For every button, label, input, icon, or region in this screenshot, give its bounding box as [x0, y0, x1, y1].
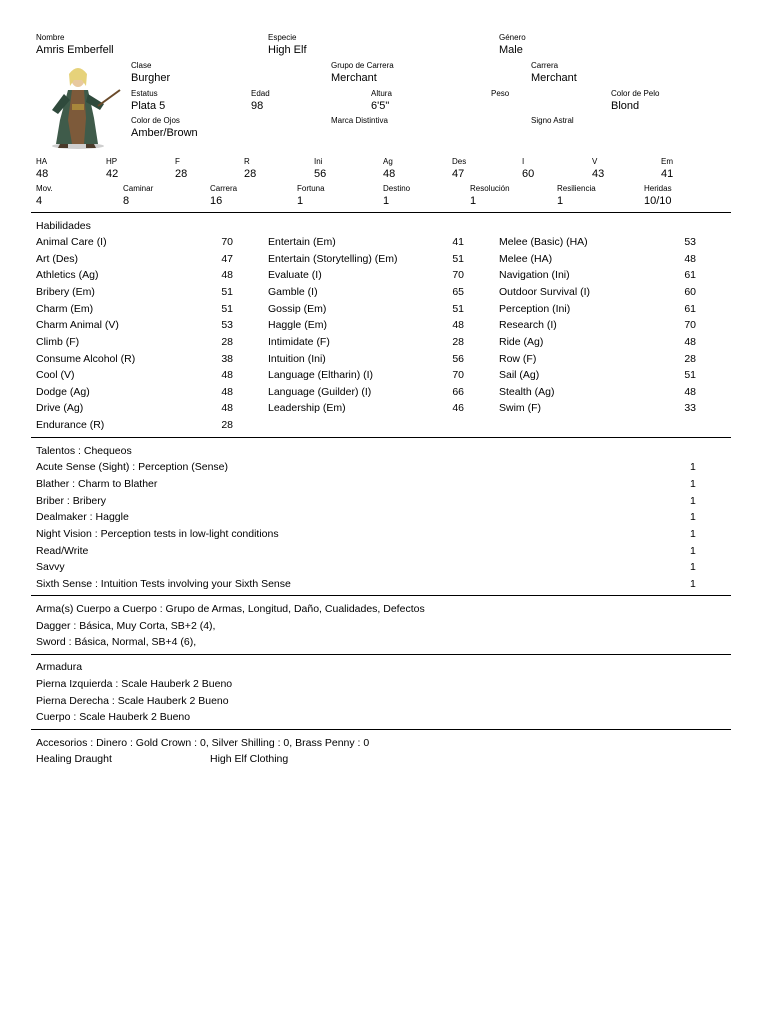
skill-name: Gossip (Em)	[268, 303, 327, 315]
career-label: Carrera	[531, 61, 559, 70]
skill-name: Animal Care (I)	[36, 236, 107, 248]
skill-name: Evaluate (I)	[268, 269, 322, 281]
talent-value: 1	[690, 461, 696, 473]
weapon-item: Dagger : Básica, Muy Corta, SB+2 (4),	[36, 620, 216, 632]
skill-value: 47	[221, 253, 233, 265]
talent-name: Briber : Bribery	[36, 495, 107, 507]
talent-name: Acute Sense (Sight) : Perception (Sense)	[36, 461, 229, 473]
char-label: R	[244, 157, 250, 166]
accessories-title: Accesorios : Dinero : Gold Crown : 0, Silver Shilling : 0, Brass Penny : 0	[36, 737, 370, 749]
stat-label: Caminar	[123, 184, 154, 193]
skill-value: 48	[221, 369, 233, 381]
skill-value: 60	[684, 286, 696, 298]
skill-value: 53	[684, 236, 696, 248]
stat-value: 1	[383, 195, 390, 207]
skill-value: 66	[452, 386, 464, 398]
skill-value: 28	[684, 353, 696, 365]
skill-value: 61	[684, 269, 696, 281]
armour-item: Pierna Derecha : Scale Hauberk 2 Bueno	[36, 695, 229, 707]
divider	[31, 654, 731, 655]
star-sign-label: Signo Astral	[531, 116, 574, 125]
skill-name: Gamble (I)	[268, 286, 318, 298]
char-label: HA	[36, 157, 48, 166]
char-value: 56	[314, 168, 327, 180]
char-label: HP	[106, 157, 118, 166]
skill-name: Intimidate (F)	[268, 336, 330, 348]
skill-name: Art (Des)	[36, 253, 78, 265]
char-label: I	[522, 157, 525, 166]
skill-name: Language (Eltharin) (I)	[268, 369, 374, 381]
divider	[31, 212, 731, 213]
skill-name: Endurance (R)	[36, 419, 105, 431]
char-value: 48	[383, 168, 396, 180]
talent-value: 1	[690, 495, 696, 507]
stat-value: 1	[297, 195, 304, 207]
weight-label: Peso	[491, 89, 510, 98]
skill-name: Navigation (Ini)	[499, 269, 570, 281]
stat-value: 10/10	[644, 195, 672, 207]
skills-title: Habilidades	[36, 220, 91, 232]
skill-value: 70	[452, 269, 464, 281]
species-label: Especie	[268, 33, 297, 42]
gender-label: Género	[499, 33, 526, 42]
skill-value: 51	[684, 369, 696, 381]
skill-name: Outdoor Survival (I)	[499, 286, 591, 298]
eye-color-label: Color de Ojos	[131, 116, 180, 125]
talent-value: 1	[690, 511, 696, 523]
talent-value: 1	[690, 478, 696, 490]
accessory-item: Healing Draught	[36, 753, 112, 765]
skill-value: 48	[221, 402, 233, 414]
hair-color-label: Color de Pelo	[611, 89, 660, 98]
talent-name: Dealmaker : Haggle	[36, 511, 129, 523]
skill-name: Drive (Ag)	[36, 402, 84, 414]
status-label: Estatus	[131, 89, 158, 98]
skill-name: Athletics (Ag)	[36, 269, 99, 281]
divider	[31, 437, 731, 438]
skill-value: 48	[452, 319, 464, 331]
weapon-item: Sword : Básica, Normal, SB+4 (6),	[36, 636, 197, 648]
talent-value: 1	[690, 545, 696, 557]
talent-value: 1	[690, 528, 696, 540]
char-value: 42	[106, 168, 119, 180]
skill-name: Melee (HA)	[499, 253, 553, 265]
char-label: Des	[452, 157, 467, 166]
skill-value: 48	[684, 253, 696, 265]
armour-item: Cuerpo : Scale Hauberk 2 Bueno	[36, 711, 191, 723]
skill-name: Climb (F)	[36, 336, 80, 348]
skill-value: 28	[221, 336, 233, 348]
skill-name: Cool (V)	[36, 369, 75, 381]
career-group-label: Grupo de Carrera	[331, 61, 394, 70]
char-value: 28	[244, 168, 257, 180]
species-value: High Elf	[268, 44, 307, 56]
gender-value: Male	[499, 44, 523, 56]
skill-value: 51	[221, 303, 233, 315]
skill-value: 51	[221, 286, 233, 298]
name-label: Nombre	[36, 33, 65, 42]
char-value: 41	[661, 168, 674, 180]
skill-value: 41	[452, 236, 464, 248]
name-value: Amris Emberfell	[36, 44, 114, 56]
armour-title: Armadura	[36, 661, 83, 673]
char-value: 28	[175, 168, 188, 180]
stat-value: 4	[36, 195, 43, 207]
talent-name: Night Vision : Perception tests in low-light conditions	[36, 528, 279, 540]
char-label: V	[592, 157, 598, 166]
skill-value: 70	[684, 319, 696, 331]
skill-value: 48	[221, 269, 233, 281]
char-value: 48	[36, 168, 49, 180]
skill-value: 56	[452, 353, 464, 365]
career-group-value: Merchant	[331, 72, 377, 84]
skill-name: Entertain (Em)	[268, 236, 336, 248]
stat-label: Fortuna	[297, 184, 325, 193]
character-portrait	[38, 60, 124, 150]
skill-value: 48	[684, 336, 696, 348]
skill-name: Entertain (Storytelling) (Em)	[268, 253, 398, 265]
skill-name: Bribery (Em)	[36, 286, 95, 298]
skill-name: Haggle (Em)	[268, 319, 327, 331]
skill-value: 28	[452, 336, 464, 348]
skill-name: Research (I)	[499, 319, 557, 331]
char-label: Em	[661, 157, 673, 166]
talent-value: 1	[690, 561, 696, 573]
stat-label: Resolución	[470, 184, 510, 193]
stat-label: Mov.	[36, 184, 53, 193]
eye-color-value: Amber/Brown	[131, 127, 198, 139]
divider	[31, 729, 731, 730]
stat-label: Carrera	[210, 184, 238, 193]
skill-value: 46	[452, 402, 464, 414]
skill-value: 33	[684, 402, 696, 414]
skill-name: Perception (Ini)	[499, 303, 571, 315]
char-value: 47	[452, 168, 465, 180]
hair-color-value: Blond	[611, 100, 640, 112]
skill-name: Dodge (Ag)	[36, 386, 90, 398]
stat-label: Destino	[383, 184, 411, 193]
height-label: Altura	[371, 89, 392, 98]
stat-value: 8	[123, 195, 130, 207]
skill-name: Ride (Ag)	[499, 336, 544, 348]
skill-name: Sail (Ag)	[499, 369, 540, 381]
skill-value: 61	[684, 303, 696, 315]
divider	[31, 595, 731, 596]
skill-value: 70	[452, 369, 464, 381]
accessory-item: High Elf Clothing	[210, 753, 289, 765]
skill-name: Row (F)	[499, 353, 537, 365]
skill-name: Charm Animal (V)	[36, 319, 119, 331]
skill-name: Charm (Em)	[36, 303, 94, 315]
skill-name: Stealth (Ag)	[499, 386, 555, 398]
career-value: Merchant	[531, 72, 577, 84]
talent-name: Blather : Charm to Blather	[36, 478, 158, 490]
skill-value: 53	[221, 319, 233, 331]
skill-name: Consume Alcohol (R)	[36, 353, 136, 365]
skill-value: 65	[452, 286, 464, 298]
talents-title: Talentos : Chequeos	[36, 445, 132, 457]
status-value: Plata 5	[131, 100, 166, 112]
stat-label: Resiliencia	[557, 184, 596, 193]
talent-value: 1	[690, 578, 696, 590]
class-label: Clase	[131, 61, 152, 70]
skill-value: 51	[452, 303, 464, 315]
skill-name: Leadership (Em)	[268, 402, 346, 414]
talent-name: Sixth Sense : Intuition Tests involving your Sixth Sense	[36, 578, 291, 590]
distinguishing-mark-label: Marca Distintiva	[331, 116, 388, 125]
skill-name: Language (Guilder) (I)	[268, 386, 372, 398]
char-label: F	[175, 157, 180, 166]
stat-label: Heridas	[644, 184, 672, 193]
weapons-title: Arma(s) Cuerpo a Cuerpo : Grupo de Armas, Longitud, Daño, Cualidades, Defectos	[36, 603, 425, 615]
skill-name: Intuition (Ini)	[268, 353, 326, 365]
skill-name: Melee (Basic) (HA)	[499, 236, 588, 248]
skill-value: 51	[452, 253, 464, 265]
char-value: 43	[592, 168, 605, 180]
skill-value: 48	[221, 386, 233, 398]
talent-name: Read/Write	[36, 545, 89, 557]
class-value: Burgher	[131, 72, 171, 84]
stat-value: 16	[210, 195, 223, 207]
height-value: 6'5"	[371, 100, 390, 112]
skill-value: 70	[221, 236, 233, 248]
char-label: Ini	[314, 157, 323, 166]
talent-name: Savvy	[36, 561, 65, 573]
skill-value: 48	[684, 386, 696, 398]
age-value: 98	[251, 100, 264, 112]
age-label: Edad	[251, 89, 270, 98]
skill-value: 38	[221, 353, 233, 365]
char-label: Ag	[383, 157, 393, 166]
skill-value: 28	[221, 419, 233, 431]
stat-value: 1	[470, 195, 477, 207]
stat-value: 1	[557, 195, 564, 207]
armour-item: Pierna Izquierda : Scale Hauberk 2 Bueno	[36, 678, 233, 690]
skill-name: Swim (F)	[499, 402, 541, 414]
char-value: 60	[522, 168, 535, 180]
